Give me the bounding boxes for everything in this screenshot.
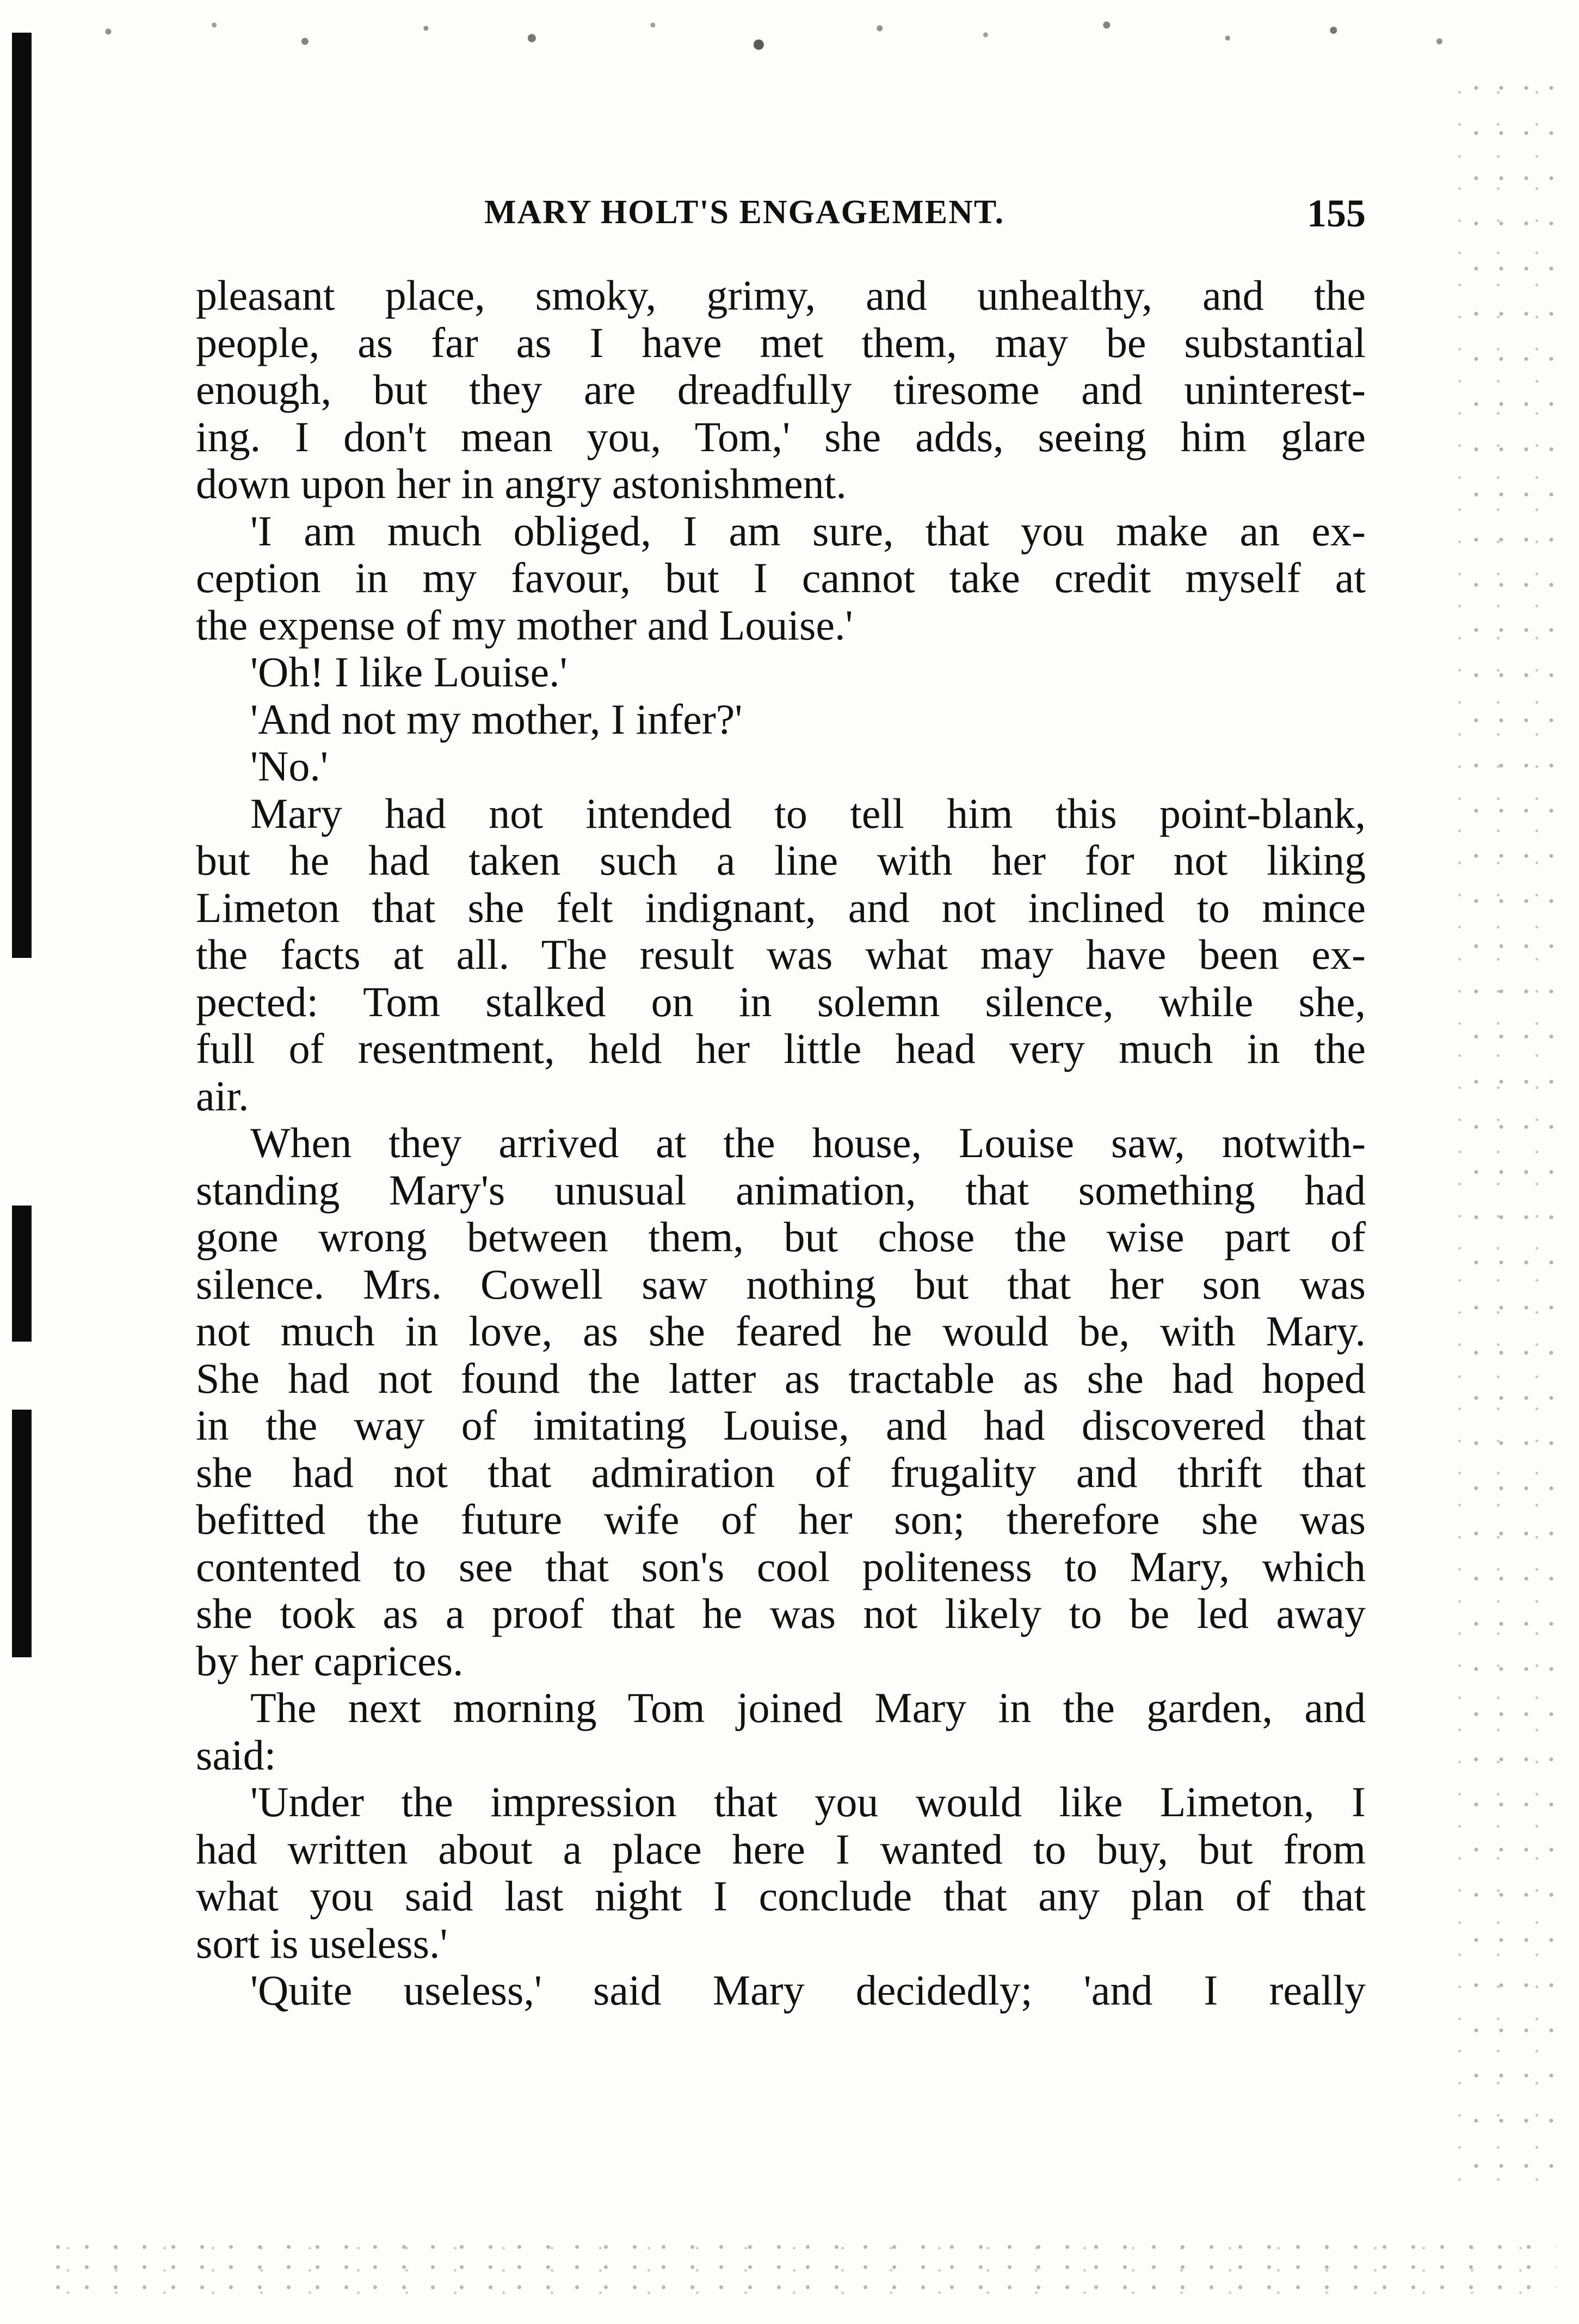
text-line: gone wrong between them, but chose the wise part of	[196, 1213, 1366, 1261]
text-line: 'No.'	[250, 742, 328, 790]
text-line: 'Quite useless,' said Mary decidedly; 'and I really	[250, 1966, 1366, 2014]
text-line: ception in my favour, but I cannot take credit myself at	[196, 554, 1366, 601]
text-line: pleasant place, smoky, grimy, and unhealthy, and the	[196, 272, 1366, 319]
text-line: said:	[196, 1731, 276, 1779]
scan-noise-top	[33, 5, 1545, 71]
scan-edge-mark	[12, 1410, 32, 1657]
text-line: befitted the future wife of her son; therefore she was	[196, 1496, 1366, 1543]
scan-edge-mark	[12, 33, 32, 958]
text-line: 'And not my mother, I infer?'	[250, 695, 743, 743]
text-line: the facts at all. The result was what may have been ex-	[196, 931, 1366, 978]
text-line: she took as a proof that he was not likely to be led away	[196, 1590, 1366, 1637]
text-line: the expense of my mother and Louise.'	[196, 601, 853, 649]
scan-noise-bottom	[44, 2237, 1556, 2302]
text-line: 'I am much obliged, I am sure, that you make an ex-	[250, 507, 1366, 555]
text-line: Limeton that she felt indignant, and not inclined to mince	[196, 883, 1366, 931]
text-line: When they arrived at the house, Louise saw, notwith-	[250, 1119, 1366, 1166]
text-line: had written about a place here I wanted to buy, but from	[196, 1825, 1366, 1873]
body-text	[196, 272, 1366, 2014]
text-line: Mary had not intended to tell him this point-blank,	[250, 789, 1366, 837]
text-line: but he had taken such a line with her for not liking	[196, 837, 1366, 884]
text-line: pected: Tom stalked on in solemn silence, while she,	[196, 977, 1366, 1025]
text-line: air.	[196, 1072, 249, 1120]
page-header	[196, 193, 1366, 242]
text-line: 'Oh! I like Louise.'	[250, 648, 568, 696]
text-line: she had not that admiration of frugality and thrift that	[196, 1448, 1366, 1496]
text-line: standing Mary's unusual animation, that something had	[196, 1166, 1366, 1214]
text-line: people, as far as I have met them, may be substantial	[196, 318, 1366, 366]
text-line: ing. I don't mean you, Tom,' she adds, seeing him glare	[196, 413, 1366, 460]
scan-noise-right	[1458, 65, 1567, 2188]
text-line: enough, but they are dreadfully tiresome and uninterest-	[196, 366, 1366, 413]
text-line: in the way of imitating Louise, and had discovered that	[196, 1401, 1366, 1449]
running-head: MARY HOLT'S ENGAGEMENT.	[484, 194, 1005, 231]
text-line: silence. Mrs. Cowell saw nothing but that her son was	[196, 1260, 1366, 1308]
text-line: what you said last night I conclude that any plan of that	[196, 1872, 1366, 1920]
text-line: by her caprices.	[196, 1637, 464, 1684]
scan-edge-mark	[12, 1206, 32, 1342]
text-line: contented to see that son's cool politeness to Mary, which	[196, 1542, 1366, 1590]
text-line: not much in love, as she feared he would be, with Mary.	[196, 1307, 1366, 1355]
text-line: 'Under the impression that you would like Limeton, I	[250, 1778, 1366, 1825]
text-line: full of resentment, held her little head very much in the	[196, 1025, 1366, 1072]
text-line: down upon her in angry astonishment.	[196, 460, 847, 507]
text-line: She had not found the latter as tractable as she had hoped	[196, 1354, 1366, 1402]
page-number: 155	[1307, 192, 1366, 235]
text-line: The next morning Tom joined Mary in the garden, and	[250, 1684, 1366, 1731]
text-line: sort is useless.'	[196, 1919, 448, 1967]
